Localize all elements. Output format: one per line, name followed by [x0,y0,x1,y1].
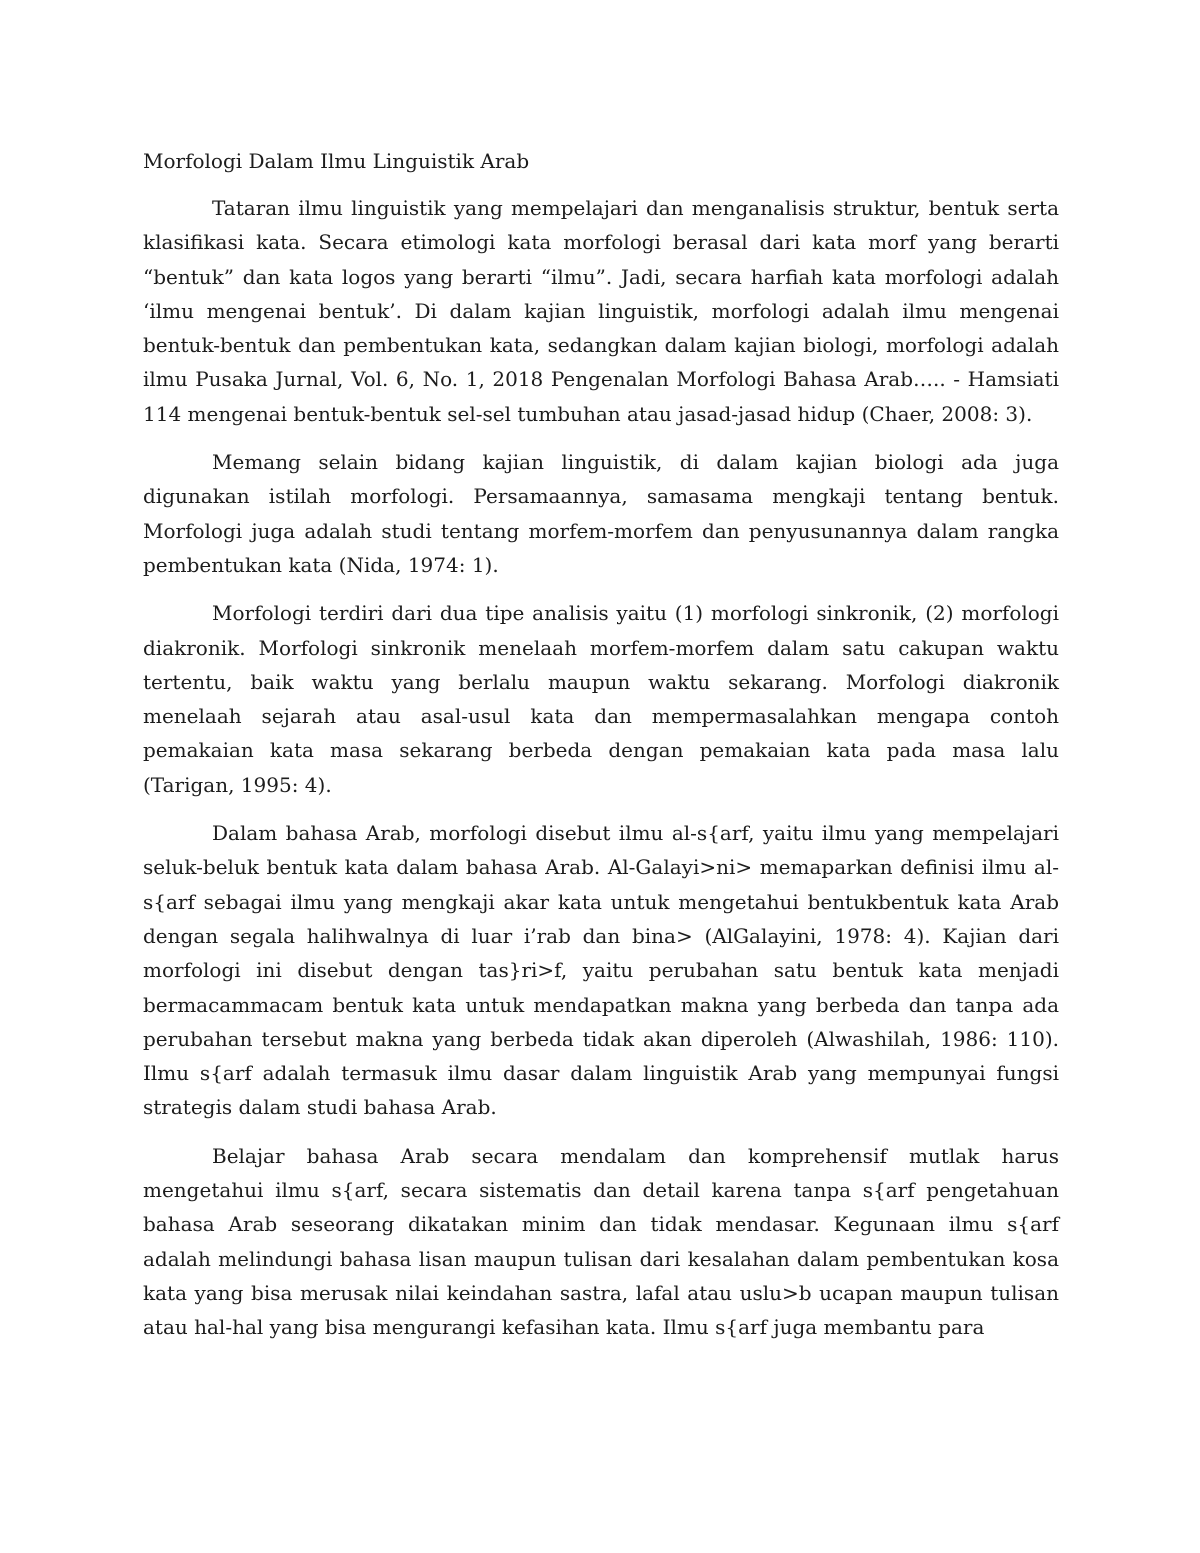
paragraph-ilmu-sarf: Dalam bahasa Arab, morfologi disebut ilmu al-s{arf, yaitu ilmu yang mempelajari seluk-beluk bentuk kata dalam bahasa Arab. Al-Galayi>ni> memaparkan definisi ilmu al-s{arf sebagai ilmu yang mengkaji akar kata untuk mengetahui bentukbentuk kata Arab dengan segala halihwalnya di luar i’rab dan bina> (AlGalayini, 1978: 4). Kajian dari morfologi ini disebut dengan tas}ri>f, yaitu perubahan satu bentuk kata menjadi bermacammacam bentuk kata untuk mendapatkan makna yang berbeda dan tanpa ada perubahan tersebut makna yang berbeda tidak akan diperoleh (Alwashilah, 1986: 110). Ilmu s{arf adalah termasuk ilmu dasar dalam linguistik Arab yang mempunyai fungsi strategis dalam studi bahasa Arab. [143,821,1059,1120]
paragraph-definition: Tataran ilmu linguistik yang mempelajari dan menganalisis struktur, bentuk serta klasifikasi kata. Secara etimologi kata morfologi berasal dari kata morf yang berarti “bentuk” dan kata logos yang berarti “ilmu”. Jadi, secara harfiah kata morfologi adalah ‘ilmu mengenai bentuk’. Di dalam kajian linguistik, morfologi adalah ilmu mengenai bentuk-bentuk dan pembentukan kata, sedangkan dalam kajian biologi, morfologi adalah ilmu Pusaka Jurnal, Vol. 6, No. 1, 2018 Pengenalan Morfologi Bahasa Arab….. - Hamsiati 114 mengenai bentuk-bentuk sel-sel tumbuhan atau jasad-jasad hidup (Chaer, 2008: 3). [143,196,1059,426]
document-body [143,146,1059,1359]
document-title: Morfologi Dalam Ilmu Linguistik Arab [143,149,530,173]
paragraph-biology: Memang selain bidang kajian linguistik, di dalam kajian biologi ada juga digunakan istilah morfologi. Persamaannya, samasama mengkaji tentang bentuk. Morfologi juga adalah studi tentang morfem-morfem dan penyusunannya dalam rangka pembentukan kata (Nida, 1974: 1). [143,450,1059,577]
paragraph-analysis-types: Morfologi terdiri dari dua tipe analisis yaitu (1) morfologi sinkronik, (2) morfologi diakronik. Morfologi sinkronik menelaah morfem-morfem dalam satu cakupan waktu tertentu, baik waktu yang berlalu maupun waktu sekarang. Morfologi diakronik menelaah sejarah atau asal-usul kata dan mempermasalahkan mengapa contoh pemakaian kata masa sekarang berbeda dengan pemakaian kata pada masa lalu (Tarigan, 1995: 4). [143,601,1059,797]
paragraph-learning-arabic: Belajar bahasa Arab secara mendalam dan komprehensif mutlak harus mengetahui ilmu s{arf, secara sistematis dan detail karena tanpa s{arf pengetahuan bahasa Arab seseorang dikatakan minim dan tidak mendasar. Kegunaan ilmu s{arf adalah melindungi bahasa lisan maupun tulisan dari kesalahan dalam pembentukan kosa kata yang bisa merusak nilai keindahan sastra, lafal atau uslu>b ucapan maupun tulisan atau hal-hal yang bisa mengurangi kefasihan kata. Ilmu s{arf juga membantu para [143,1143,1059,1340]
